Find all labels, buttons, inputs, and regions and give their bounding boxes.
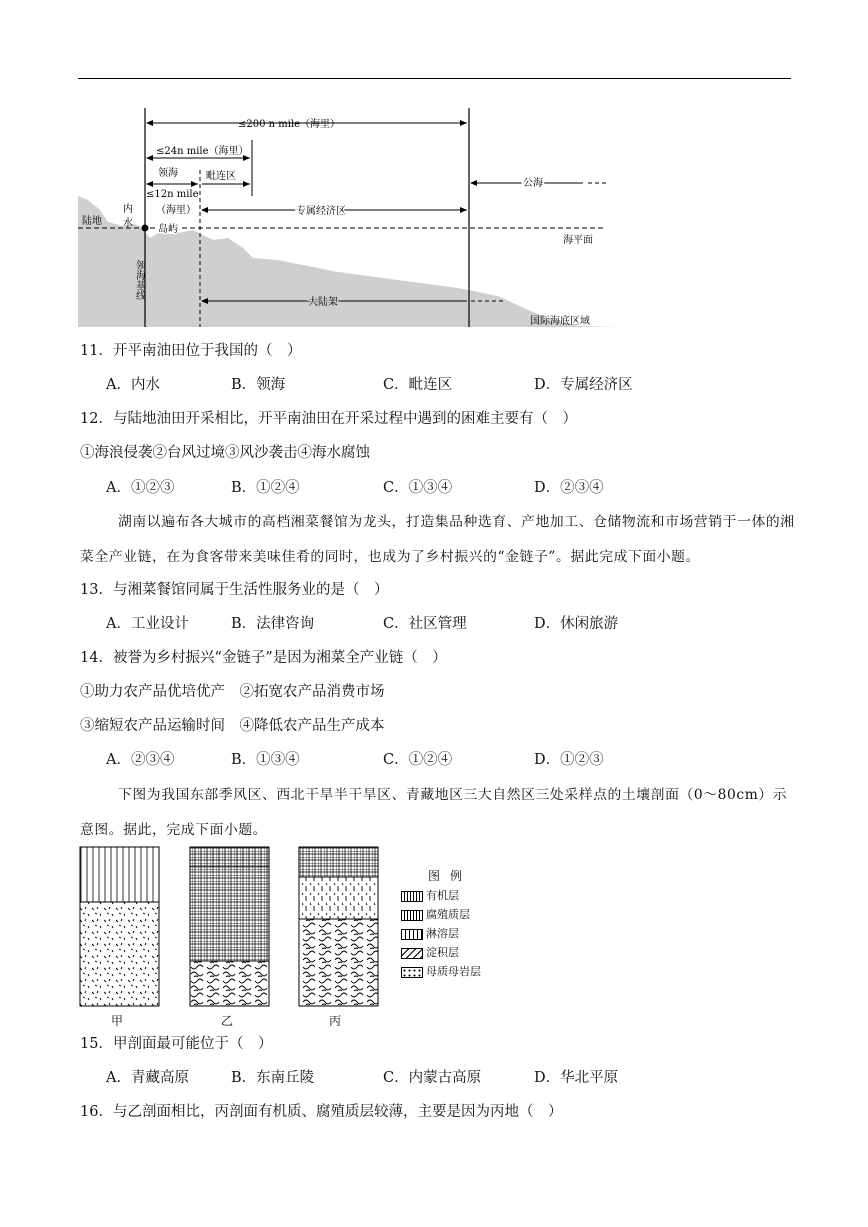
profile-label-jia: 甲 (111, 1014, 124, 1028)
q12-option-b: B．①②④ (231, 480, 300, 496)
profile-label-yi: 乙 (221, 1014, 234, 1028)
label-12b: （海里） (156, 205, 196, 216)
q16-stem: 16．与乙剖面相比，丙剖面有机质、腐殖质层较薄，主要是因为丙地（ ） (80, 1104, 563, 1120)
label-24: ≤24n mile（海里） (156, 146, 249, 157)
legend-item-leaching: 淋溶层 (401, 927, 459, 941)
q13-option-c: C．社区管理 (383, 616, 467, 632)
label-haipingmian: 海平面 (563, 235, 593, 246)
label-12a: ≤12n mile (146, 189, 199, 200)
sea-zones-diagram (78, 100, 618, 335)
q15-option-d: D．华北平原 (534, 1070, 619, 1086)
q11-option-b: B．领海 (231, 377, 286, 393)
label-gonghai: 公海 (523, 178, 543, 189)
q14-option-c: C．①②④ (383, 752, 453, 768)
label-jixian: 领海基线 (133, 260, 145, 300)
q14-items-2: ③缩短农产品运输时间 ④降低农产品生产成本 (80, 718, 385, 734)
q12-items: ①海浪侵袭②台风过境③风沙袭击④海水腐蚀 (80, 445, 370, 461)
q13-stem: 13．与湘菜餐馆同属于生活性服务业的是（ ） (80, 582, 389, 598)
legend-item-humus: 腐殖质层 (401, 908, 470, 922)
label-daoyu: 岛屿 (158, 224, 178, 235)
label-guoji: 国际海底区域 (530, 316, 590, 327)
baseline-point (142, 225, 149, 232)
passage-soil: 下图为我国东部季风区、西北干旱半干旱区、青藏地区三大自然区三处采样点的土壤剖面（0～80cm）示意图。据此，完成下面小题。 (80, 787, 788, 838)
q14-items-1: ①助力农产品优培优产 ②拓宽农产品消费市场 (80, 684, 385, 700)
q14-option-d: D．①②③ (534, 752, 604, 768)
q11-option-c: C．毗连区 (383, 377, 453, 393)
q15-option-c: C．内蒙古高原 (383, 1070, 482, 1086)
profile-label-bing: 丙 (329, 1014, 342, 1028)
q15-option-b: B．东南丘陵 (231, 1070, 315, 1086)
passage-xiangcai: 湖南以遍布各大城市的高档湘菜餐馆为龙头，打造集品种选育、产地加工、仓储物流和市场营销于一体的湘菜全产业链，在为食客带来美味佳肴的同时，也成为了乡村振兴的“金链子”。据此完成下面小题。 (80, 514, 795, 565)
q12-option-c: C．①③④ (383, 480, 453, 496)
legend-item-illuvial: 淀积层 (401, 946, 459, 960)
label-200: ≤200 n mile（海里） (238, 119, 341, 130)
label-zhuanshu: 专属经济区 (296, 206, 346, 217)
label-linghai: 领海 (158, 168, 178, 179)
legend-item-organic: 有机层 (401, 889, 459, 903)
q12-option-d: D．②③④ (534, 480, 604, 496)
label-neishui-2: 水 (123, 218, 133, 229)
q15-option-a: A．青藏高原 (106, 1070, 189, 1086)
q14-option-b: B．①③④ (231, 752, 300, 768)
q13-option-b: B．法律咨询 (231, 616, 315, 632)
header-rule (78, 78, 791, 79)
q15-stem: 15．甲剖面最可能位于（ ） (80, 1036, 273, 1052)
q11-option-a: A．内水 (106, 377, 160, 393)
q11-stem: 11．开平南油田位于我国的（ ） (80, 343, 302, 359)
label-dalujia: 大陆架 (308, 297, 338, 308)
legend-item-parent: 母质母岩层 (401, 965, 481, 979)
label-pilianqu: 毗连区 (206, 171, 236, 182)
legend-title: 图例 (428, 869, 473, 883)
q12-stem: 12．与陆地油田开采相比，开平南油田在开采过程中遇到的困难主要有（ ） (80, 411, 577, 427)
q12-option-a: A．①②③ (106, 480, 175, 496)
label-ludi: 陆地 (82, 216, 102, 227)
q14-option-a: A．②③④ (106, 752, 175, 768)
soil-profiles-diagram (78, 845, 388, 1010)
q11-option-d: D．专属经济区 (534, 377, 633, 393)
label-neishui-1: 内 (123, 204, 133, 215)
q14-stem: 14．被誉为乡村振兴“金链子”是因为湘菜全产业链（ ） (80, 650, 447, 666)
q13-option-d: D．休闲旅游 (534, 616, 619, 632)
q13-option-a: A．工业设计 (106, 616, 189, 632)
